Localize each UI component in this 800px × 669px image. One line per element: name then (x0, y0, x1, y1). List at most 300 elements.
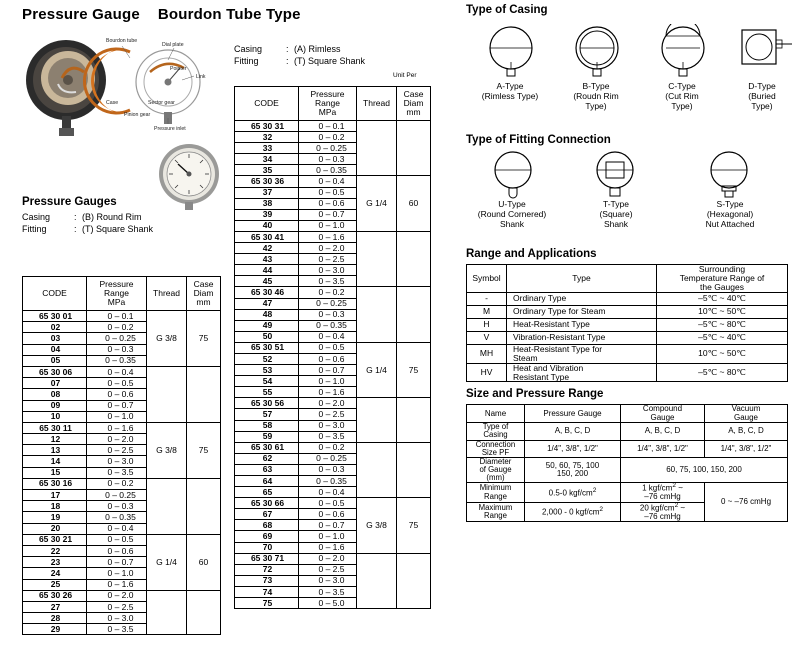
th-temp-l1: Surrounding (698, 264, 746, 274)
table-row (467, 305, 788, 318)
cell-case-diam: 60 (187, 534, 221, 590)
table-header-row (467, 405, 788, 423)
cell-case-diam (397, 398, 431, 442)
casing-item-c (642, 82, 722, 111)
table-row (235, 553, 431, 564)
cell-pressure-range: 0 – 0.7 (87, 557, 147, 568)
cell-pressure-range: 0 – 0.25 (87, 333, 147, 344)
cell-code: 23 (23, 557, 87, 568)
t-type-fitting-icon (584, 150, 646, 200)
cell-compound-gauge: 1/4", 3/8", 1/2" (621, 440, 705, 457)
cell-code: 08 (23, 389, 87, 400)
th-thread: Thread (357, 87, 397, 121)
top-casing-fitting-note (234, 44, 365, 68)
cell-type: Ordinary Type for Steam (507, 305, 657, 318)
cell-code: 65 30 16 (23, 478, 87, 489)
cell-code: 64 (235, 476, 299, 487)
cell-pressure-range: 0 – 0.2 (299, 287, 357, 298)
cell-code: 33 (235, 143, 299, 154)
gauge-cutaway-svg (18, 28, 228, 148)
cell-pressure-range: 0 – 0.35 (87, 355, 147, 366)
left-casing-value: (B) Round Rim (82, 212, 142, 222)
cell-code: 65 30 26 (23, 590, 87, 601)
left-code-table (22, 276, 221, 635)
th-temp-l3: the Gauges (700, 281, 744, 292)
cell-code: 74 (235, 586, 299, 597)
cell-type: Heat-Resistant Type for Steam (507, 344, 657, 363)
title-main: Pressure Gauge (22, 6, 140, 23)
cell-case-diam: 75 (397, 342, 431, 397)
cell-pressure-range: 0 – 0.6 (87, 545, 147, 556)
cell-code: 65 (235, 487, 299, 498)
cell-temp-range: –5℃ ~ 40℃ (657, 331, 788, 344)
cell-code: 75 (235, 598, 299, 609)
th-vacuum (705, 405, 788, 423)
th-temp-l2: Temperature Range of (679, 272, 765, 283)
table-row (467, 363, 788, 382)
cell-pressure-range: 0 – 1.0 (87, 568, 147, 579)
cell-code: 12 (23, 434, 87, 445)
table-header-row (467, 265, 788, 293)
u-type-fitting-icon (482, 150, 544, 200)
table-row (235, 398, 431, 409)
cell-name: Type of Casing (467, 423, 525, 440)
cell-code: 54 (235, 376, 299, 387)
cell-pressure-range: 0 – 1.6 (87, 422, 147, 433)
left-fitting-value: (T) Square Shank (82, 224, 154, 234)
size-pressure-range-body (467, 423, 788, 522)
th-code: CODE (23, 277, 87, 311)
label-link: Link (196, 74, 206, 80)
s-type-fitting-icon (698, 150, 760, 200)
cell-code: 49 (235, 320, 299, 331)
cell-pressure-gauge: A, B, C, D (525, 423, 621, 440)
fitting-t-desc1: (Square) (599, 208, 633, 219)
cell-pressure-range: 0 – 1.0 (87, 411, 147, 422)
th-case-l2: Diam (193, 288, 214, 299)
cell-pressure-gauge: 0.5-0 kgf/$cm^2$ (525, 483, 621, 502)
left-table-body (23, 311, 221, 635)
round-rim-gauge-photo (150, 140, 228, 212)
cell-compound-gauge: 20 kgf/$cm^2$ ~ –76 cmHg (621, 502, 705, 521)
table-row (235, 287, 431, 298)
table-row (467, 483, 788, 502)
cell-code: 45 (235, 276, 299, 287)
cell-temp-range: –5℃ ~ 80℃ (657, 363, 788, 382)
cell-pressure-range: 0 – 0.5 (299, 498, 357, 509)
cell-code: 65 30 66 (235, 498, 299, 509)
casing-d-desc2: Type) (751, 100, 773, 111)
fitting-item-s (684, 200, 776, 229)
cell-pressure-range: 0 – 2.0 (299, 553, 357, 564)
cell-pressure-range: 0 – 0.2 (87, 322, 147, 333)
fitting-t-desc2: Shank (603, 218, 629, 229)
th-range-l2: Range (103, 288, 130, 299)
cell-vacuum-gauge: A, B, C, D (705, 423, 788, 440)
th-range-l1: Pressure (310, 89, 345, 100)
casing-c-desc1: (Cut Rim (665, 90, 699, 101)
cell-pressure-range: 0 – 0.2 (87, 478, 147, 489)
th-compound-l2: Gauge (650, 412, 675, 422)
d-type-casing-icon (734, 24, 800, 78)
range-applications-body (467, 292, 788, 382)
cell-pressure-range: 0 – 3.0 (299, 575, 357, 586)
cell-type: Vibration-Resistant Type (507, 331, 657, 344)
cell-code: 34 (235, 154, 299, 165)
cell-pressure-range: 0 – 0.3 (299, 309, 357, 320)
cell-compound-vacuum: 60, 75, 100, 150, 200 (621, 457, 788, 483)
cell-code: 70 (235, 542, 299, 553)
cell-code: 65 30 56 (235, 398, 299, 409)
cell-name: Connection Size PF (467, 440, 525, 457)
cell-code: 04 (23, 344, 87, 355)
cell-pressure-range: 0 – 0.7 (299, 365, 357, 376)
th-case-l1: Case (403, 89, 424, 100)
cell-thread (357, 121, 397, 176)
cell-pressure-range: 0 – 3.5 (299, 431, 357, 442)
cell-pressure-range: 0 – 0.25 (299, 453, 357, 464)
table-row (23, 534, 221, 545)
cell-code: 67 (235, 509, 299, 520)
cell-vacuum-gauge: 0 ~ –76 cmHg (705, 483, 788, 522)
label-pressure-inlet: Pressure inlet (154, 126, 186, 132)
top-fitting-key: Fitting (234, 56, 259, 66)
cell-code: 65 30 61 (235, 442, 299, 453)
cell-pressure-range: 0 – 3.0 (87, 613, 147, 624)
top-fitting-value: (T) Square Shank (294, 56, 366, 66)
th-vacuum-l2: Gauge (733, 412, 759, 422)
cell-pressure-gauge: 50, 60, 75, 100 150, 200 (525, 457, 621, 483)
top-casing-key: Casing (234, 44, 263, 54)
unit-note: Unit Per (393, 72, 417, 79)
cell-pressure-range: 0 – 0.5 (87, 534, 147, 545)
size-range-heading: Size and Pressure Range (466, 388, 604, 401)
cell-temp-range: –5℃ ~ 40℃ (657, 292, 788, 305)
cell-case-diam (397, 442, 431, 497)
cell-code: 65 30 41 (235, 231, 299, 242)
cell-thread: G 3/8 (357, 498, 397, 553)
cell-code: 50 (235, 331, 299, 342)
cell-thread (147, 478, 187, 534)
cell-code: 29 (23, 624, 87, 635)
th-case-l3: mm (406, 106, 421, 117)
cell-code: 39 (235, 209, 299, 220)
cell-code: 65 30 11 (23, 422, 87, 433)
colon-2: : (286, 56, 289, 66)
cell-thread: G 3/8 (147, 422, 187, 478)
left-casing-fitting-note (22, 212, 153, 236)
cell-pressure-range: 0 – 1.0 (299, 376, 357, 387)
cell-code: 65 30 51 (235, 342, 299, 353)
label-dial-plate: Dial plate (162, 42, 184, 48)
casing-c-desc2: Type) (671, 100, 693, 111)
cell-thread (357, 287, 397, 342)
cell-pressure-range: 0 – 2.0 (299, 243, 357, 254)
title-sub: Bourdon Tube Type (157, 6, 301, 23)
fitting-u-desc1: (Round Cornered) (477, 208, 547, 219)
cell-code: 57 (235, 409, 299, 420)
table-row (467, 318, 788, 331)
table-row (235, 121, 431, 132)
colon-1: : (286, 44, 289, 54)
cell-code: 15 (23, 467, 87, 478)
cell-pressure-range: 0 – 0.4 (299, 176, 357, 187)
cell-pressure-range: 0 – 0.3 (299, 464, 357, 475)
cell-pressure-range: 0 – 0.4 (299, 331, 357, 342)
cell-code: 19 (23, 512, 87, 523)
fitting-item-u (472, 200, 552, 229)
cell-code: 42 (235, 243, 299, 254)
th-thread: Thread (147, 277, 187, 311)
b-type-casing-icon (566, 24, 628, 78)
cell-code: 47 (235, 298, 299, 309)
cell-code: 37 (235, 187, 299, 198)
cell-pressure-range: 0 – 3.0 (87, 456, 147, 467)
cell-code: 65 30 06 (23, 366, 87, 377)
th-range (87, 277, 147, 311)
casing-a-name: A-Type (496, 81, 524, 91)
cell-code: 68 (235, 520, 299, 531)
casing-b-desc2: Type) (585, 100, 607, 111)
th-case-l1: Case (193, 279, 214, 290)
cell-code: 24 (23, 568, 87, 579)
casing-d-desc1: (Buried (748, 90, 776, 101)
cell-pressure-range: 0 – 2.5 (87, 445, 147, 456)
cell-pressure-range: 0 – 2.5 (299, 409, 357, 420)
cell-case-diam (397, 287, 431, 342)
table-row (23, 422, 221, 433)
th-range-l2: Range (314, 98, 341, 109)
cell-pressure-range: 0 – 3.5 (87, 624, 147, 635)
cell-pressure-range: 0 – 1.6 (299, 542, 357, 553)
cell-code: 62 (235, 453, 299, 464)
cell-code: 65 30 31 (235, 121, 299, 132)
table-row (235, 498, 431, 509)
cell-pressure-range: 0 – 3.0 (299, 265, 357, 276)
th-symbol: Symbol (467, 265, 507, 293)
th-compound-l1: Compound (642, 404, 683, 414)
th-case-l2: Diam (403, 98, 424, 109)
casing-b-desc1: (Roudn Rim (573, 90, 619, 101)
cell-case-diam (187, 478, 221, 534)
cell-code: 65 30 71 (235, 553, 299, 564)
cell-thread (357, 442, 397, 497)
cell-pressure-range: 0 – 0.35 (299, 320, 357, 331)
cell-pressure-range: 0 – 0.2 (299, 132, 357, 143)
pressure-gauges-heading: Pressure Gauges (22, 196, 117, 208)
cell-code: 58 (235, 420, 299, 431)
fitting-item-t (576, 200, 656, 229)
a-type-casing-icon (480, 24, 542, 78)
fitting-s-desc1: (Hexagonal) (706, 208, 754, 219)
cell-pressure-range: 0 – 0.6 (299, 353, 357, 364)
cell-case-diam: 75 (397, 498, 431, 553)
th-case-l3: mm (196, 296, 211, 307)
range-apps-heading: Range and Applications (466, 248, 597, 260)
cell-code: 07 (23, 378, 87, 389)
cell-type: Heat and Vibration Resistant Type (507, 363, 657, 382)
cell-temp-range: 10℃ ~ 50℃ (657, 344, 788, 363)
fitting-u-name: U-Type (498, 199, 526, 209)
cell-compound-gauge: A, B, C, D (621, 423, 705, 440)
cell-pressure-range: 0 – 0.6 (299, 198, 357, 209)
cell-thread: G 3/8 (147, 311, 187, 367)
cell-name: Minimum Range (467, 483, 525, 502)
cell-pressure-range: 0 – 0.7 (87, 400, 147, 411)
cell-pressure-gauge: 1/4", 3/8", 1/2" (525, 440, 621, 457)
cell-code: 09 (23, 400, 87, 411)
table-row (235, 442, 431, 453)
cell-thread (357, 398, 397, 442)
th-range-l1: Pressure (99, 279, 134, 290)
cell-pressure-range: 0 – 0.35 (299, 476, 357, 487)
cell-code: 25 (23, 579, 87, 590)
cell-code: 27 (23, 601, 87, 612)
cell-case-diam (397, 231, 431, 286)
casing-item-b (556, 82, 636, 111)
cell-code: 59 (235, 431, 299, 442)
cell-code: 38 (235, 198, 299, 209)
cell-code: 52 (235, 353, 299, 364)
cell-case-diam: 75 (187, 311, 221, 367)
th-temp (657, 265, 788, 293)
cell-pressure-range: 0 – 0.4 (299, 487, 357, 498)
colon-4: : (74, 224, 77, 234)
colon-3: : (74, 212, 77, 222)
cell-symbol: MH (467, 344, 507, 363)
th-range-l3: MPa (107, 296, 126, 307)
cell-case-diam (397, 121, 431, 176)
cell-code: 63 (235, 464, 299, 475)
cell-symbol: H (467, 318, 507, 331)
casing-c-name: C-Type (668, 81, 696, 91)
cell-pressure-range: 0 – 3.5 (87, 467, 147, 478)
cell-pressure-range: 0 – 0.3 (299, 154, 357, 165)
cell-code: 72 (235, 564, 299, 575)
cell-code: 55 (235, 387, 299, 398)
th-range-l3: MPa (318, 106, 337, 117)
cell-code: 02 (23, 322, 87, 333)
fitting-types-group (466, 150, 800, 246)
bourdon-tube-cutaway-illustration (18, 28, 228, 148)
middle-table-body (235, 121, 431, 609)
cell-symbol: M (467, 305, 507, 318)
cell-pressure-range: 0 – 0.3 (87, 344, 147, 355)
cell-pressure-range: 0 – 0.1 (87, 311, 147, 322)
cell-code: 22 (23, 545, 87, 556)
cell-symbol: HV (467, 363, 507, 382)
cell-pressure-range: 0 – 0.35 (87, 512, 147, 523)
table-row (235, 176, 431, 187)
casing-item-a (470, 82, 550, 102)
th-range (299, 87, 357, 121)
cell-code: 10 (23, 411, 87, 422)
table-row (23, 366, 221, 377)
cell-code: 65 30 21 (23, 534, 87, 545)
cell-pressure-range: 0 – 0.2 (299, 442, 357, 453)
cell-name: Maximum Range (467, 502, 525, 521)
label-case: Case (106, 100, 119, 106)
casing-a-desc1: (Rimless Type) (481, 90, 539, 101)
cell-pressure-gauge: 2,000 - 0 kgf/$cm^2$ (525, 502, 621, 521)
label-pinion-gear: Pinion gear (124, 112, 151, 118)
cell-code: 18 (23, 501, 87, 512)
cell-pressure-range: 0 – 2.5 (299, 564, 357, 575)
casing-item-d (722, 82, 800, 111)
casing-b-name: B-Type (582, 81, 610, 91)
casing-heading: Type of Casing (466, 4, 548, 16)
cell-thread (147, 590, 187, 635)
cell-pressure-range: 0 – 1.0 (299, 220, 357, 231)
c-type-casing-icon (652, 24, 714, 78)
fitting-heading: Type of Fitting Connection (466, 134, 611, 146)
cell-temp-range: –5℃ ~ 80℃ (657, 318, 788, 331)
cell-case-diam (397, 553, 431, 608)
cell-pressure-range: 0 – 0.6 (299, 509, 357, 520)
cell-name: Diameter of Gauge (mm) (467, 457, 525, 483)
cell-thread (147, 366, 187, 422)
table-row (23, 590, 221, 601)
cell-code: 35 (235, 165, 299, 176)
cell-type: Ordinary Type (507, 292, 657, 305)
cell-code: 13 (23, 445, 87, 456)
cell-pressure-range: 0 – 1.6 (299, 231, 357, 242)
table-row (467, 292, 788, 305)
cell-pressure-range: 0 – 0.4 (87, 366, 147, 377)
cell-pressure-range: 0 – 0.7 (299, 209, 357, 220)
th-type: Type (507, 265, 657, 293)
cell-code: 65 30 36 (235, 176, 299, 187)
th-case (187, 277, 221, 311)
fitting-s-name: S-Type (716, 199, 744, 209)
table-row (467, 331, 788, 344)
table-row (23, 311, 221, 322)
cell-pressure-range: 0 – 0.35 (299, 165, 357, 176)
cell-pressure-range: 0 – 2.0 (87, 590, 147, 601)
table-row (467, 344, 788, 363)
cell-case-diam: 75 (187, 422, 221, 478)
cell-code: 44 (235, 265, 299, 276)
middle-code-table (234, 86, 431, 609)
th-case (397, 87, 431, 121)
right-column (466, 0, 800, 522)
cell-pressure-range: 0 – 0.3 (87, 501, 147, 512)
size-pressure-range-table (466, 404, 788, 522)
cell-code: 48 (235, 309, 299, 320)
cell-pressure-range: 0 – 2.0 (87, 434, 147, 445)
th-vacuum-l1: Vacuum (731, 404, 761, 414)
cell-pressure-range: 0 – 0.5 (87, 378, 147, 389)
th-compound (621, 405, 705, 423)
table-row (235, 231, 431, 242)
cell-thread (357, 231, 397, 286)
cell-pressure-range: 0 – 0.1 (299, 121, 357, 132)
th-pressure: Pressure Gauge (525, 405, 621, 423)
cell-code: 53 (235, 365, 299, 376)
cell-code: 65 30 01 (23, 311, 87, 322)
cell-code: 20 (23, 523, 87, 534)
cell-pressure-range: 0 – 2.0 (299, 398, 357, 409)
cell-code: 17 (23, 490, 87, 501)
cell-pressure-range: 0 – 1.6 (87, 579, 147, 590)
cell-code: 43 (235, 254, 299, 265)
left-casing-key: Casing (22, 212, 51, 222)
cell-pressure-range: 0 – 1.0 (299, 531, 357, 542)
cell-pressure-range: 0 – 3.5 (299, 586, 357, 597)
table-row (467, 440, 788, 457)
table-row (23, 478, 221, 489)
left-fitting-key: Fitting (22, 224, 47, 234)
